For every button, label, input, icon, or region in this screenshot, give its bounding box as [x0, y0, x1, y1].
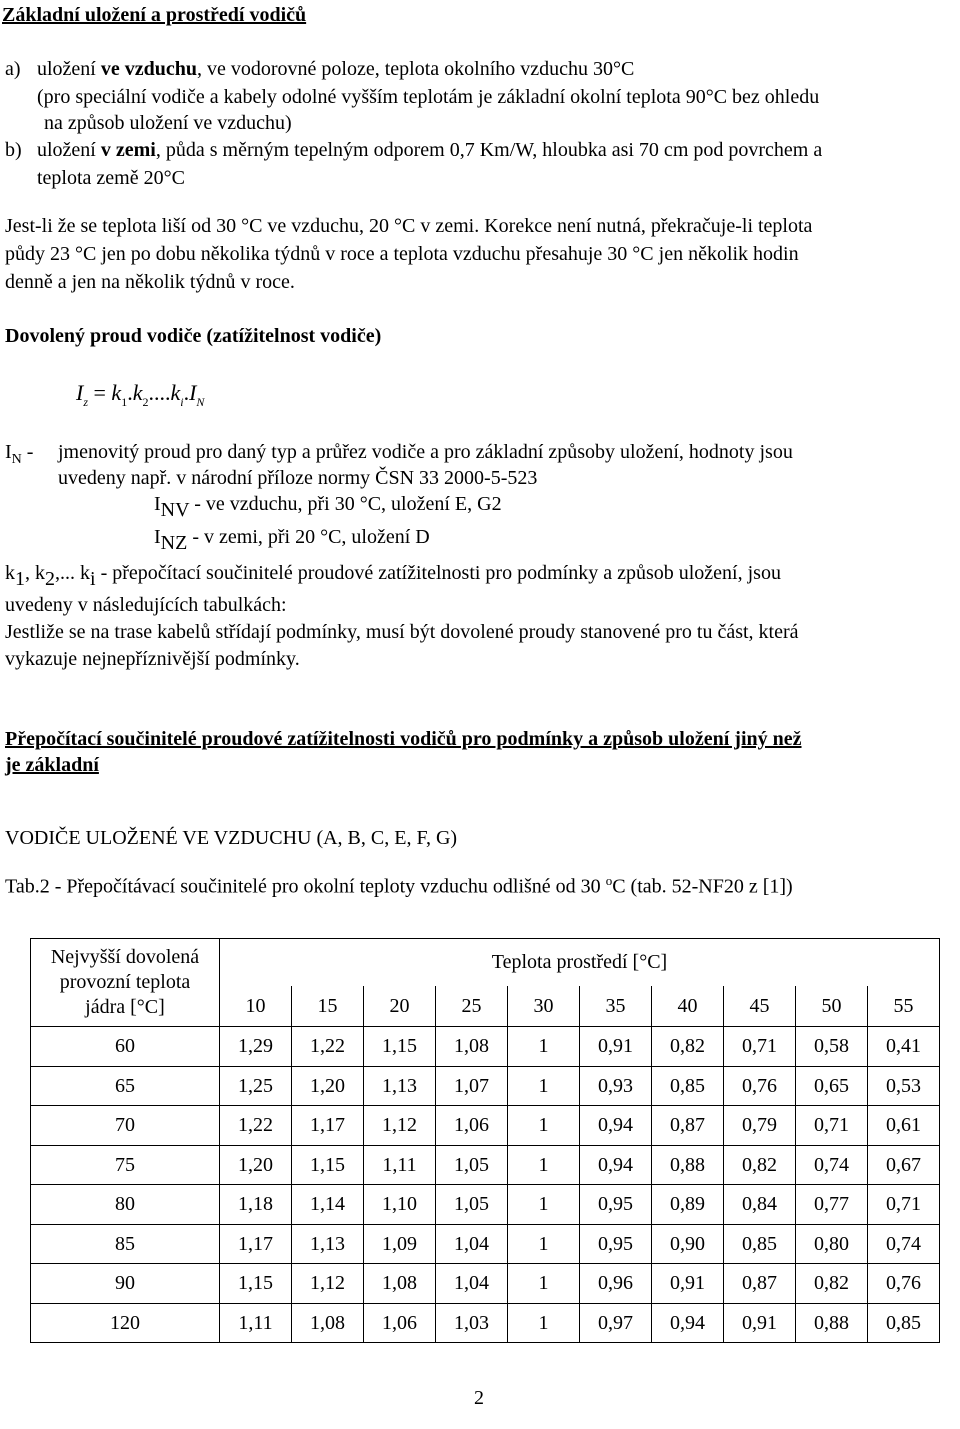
table-caption-pre: Tab.2 - Přepočítávací součinitelé pro okolní teploty vzduchu odlišné od 30	[5, 875, 606, 898]
core-temp-cell: 75	[31, 1145, 220, 1185]
coef-cell: 0,65	[796, 1066, 868, 1106]
coef-cell: 0,91	[580, 1027, 652, 1067]
inz-text: - v zemi, při 20 °C, uložení D	[187, 526, 430, 548]
coef-cell: 1,03	[436, 1303, 508, 1343]
left-header-line3: jádra [°C]	[85, 996, 165, 1018]
coef-cell: 0,79	[724, 1106, 796, 1146]
coef-heading-line2: je základní	[5, 754, 99, 776]
coef-cell: 1,29	[220, 1027, 292, 1067]
item-a-text	[37, 56, 634, 82]
in-label-sub: N	[11, 452, 22, 467]
coef-cell: 0,95	[580, 1185, 652, 1225]
coef-cell: 1,06	[436, 1106, 508, 1146]
page-heading: Základní uložení a prostředí vodičů	[2, 4, 307, 26]
coef-cell: 0,76	[868, 1264, 940, 1304]
temp-header-cell: 10	[220, 986, 292, 1027]
item-a-bold: ve vzduchu	[100, 58, 197, 80]
coef-cell: 1,15	[292, 1145, 364, 1185]
coef-cell: 0,87	[652, 1106, 724, 1146]
table-row	[31, 1066, 940, 1106]
core-temp-cell: 65	[31, 1066, 220, 1106]
coef-cell: 0,80	[796, 1224, 868, 1264]
page-number: 2	[474, 1387, 484, 1409]
coef-cell: 0,58	[796, 1027, 868, 1067]
coef-cell: 1,09	[364, 1224, 436, 1264]
temp-header-cell: 55	[868, 986, 940, 1027]
table-caption-sup: o	[605, 873, 613, 888]
table-row	[31, 1145, 940, 1185]
coef-cell: 0,91	[724, 1303, 796, 1343]
coef-cell: 1	[508, 1106, 580, 1146]
coef-cell: 0,94	[652, 1303, 724, 1343]
core-temp-cell: 80	[31, 1185, 220, 1225]
formula-in: I	[189, 380, 197, 405]
table-header-row	[31, 939, 940, 986]
inv-sub: NV	[160, 499, 190, 521]
coef-cell: 1,13	[292, 1224, 364, 1264]
coef-cell: 0,89	[652, 1185, 724, 1225]
coef-cell: 1,08	[292, 1303, 364, 1343]
formula-dots: ....	[148, 380, 171, 405]
coef-cell: 1,17	[292, 1106, 364, 1146]
coef-cell: 0,77	[796, 1185, 868, 1225]
note-line-1: Jest-li že se teplota liší od 30 °C ve vzduchu, 20 °C v zemi. Korekce není nutná, překračuje-li teplota	[5, 215, 813, 237]
in-label-dash: -	[21, 441, 34, 463]
k-def-line2: uvedeny v následujících tabulkách:	[5, 594, 287, 616]
coef-cell: 0,84	[724, 1185, 796, 1225]
k2-sub: 2	[45, 568, 55, 590]
temp-header-cell: 15	[292, 986, 364, 1027]
core-temp-cell: 85	[31, 1224, 220, 1264]
formula-equals: =	[93, 380, 106, 405]
left-header-line2: provozní teplota	[59, 971, 191, 993]
formula-k2-sub: 2	[142, 395, 149, 409]
cable-note-line2: vykazuje nejnepříznivější podmínky.	[5, 648, 300, 670]
core-temp-cell: 120	[31, 1303, 220, 1343]
coef-cell: 0,88	[652, 1145, 724, 1185]
coef-cell: 0,71	[796, 1106, 868, 1146]
k1-sub: 1	[15, 568, 25, 590]
item-a-note-line1: (pro speciální vodiče a kabely odolné vyšším teplotám je základní okolní teplota 90°C bez ohledu	[37, 86, 820, 108]
coef-heading-line1: Přepočítací součinitelé proudové zatížitelnosti vodičů pro podmínky a způsob uložení jiný než	[5, 728, 802, 750]
table-row	[31, 1303, 940, 1343]
coef-cell: 1,15	[364, 1027, 436, 1067]
inz-sub: NZ	[160, 532, 188, 554]
ki-label: ,... k	[55, 562, 90, 584]
coef-cell: 1,06	[364, 1303, 436, 1343]
formula-ki-sub: i	[180, 395, 184, 409]
formula-in-sub: N	[196, 395, 205, 409]
coef-cell: 1,10	[364, 1185, 436, 1225]
coef-cell: 1,20	[292, 1066, 364, 1106]
coef-cell: 0,96	[580, 1264, 652, 1304]
table-row	[31, 1027, 940, 1067]
core-temp-cell: 60	[31, 1027, 220, 1067]
core-temp-cell: 70	[31, 1106, 220, 1146]
inv-text: - ve vzduchu, při 30 °C, uložení E, G2	[189, 493, 502, 515]
coef-cell: 1	[508, 1185, 580, 1225]
coef-cell: 1,17	[220, 1224, 292, 1264]
cable-note-line1: Jestliže se na trase kabelů střídají podmínky, musí být dovolené proudy stanovené pro tu část, která	[5, 621, 799, 643]
current-heading: Dovolený proud vodiče (zatížitelnost vodiče)	[5, 325, 382, 347]
formula-k1-sub: 1	[121, 395, 128, 409]
formula-k2: k	[132, 380, 143, 405]
formula-iz: I	[76, 380, 84, 405]
coef-cell: 1,12	[292, 1264, 364, 1304]
coef-cell: 1,25	[220, 1066, 292, 1106]
coef-cell: 0,41	[868, 1027, 940, 1067]
coef-cell: 0,74	[868, 1224, 940, 1264]
coef-cell: 1,14	[292, 1185, 364, 1225]
coef-cell: 0,93	[580, 1066, 652, 1106]
inv-label: I	[154, 493, 161, 515]
coef-cell: 0,97	[580, 1303, 652, 1343]
item-b-marker: b)	[5, 139, 22, 161]
k-def-text: - přepočítací součinitelé proudové zatížitelnosti pro podmínky a způsob uložení, jsou	[95, 562, 781, 584]
core-temp-cell: 90	[31, 1264, 220, 1304]
k-def	[5, 560, 781, 590]
coef-cell: 1,13	[364, 1066, 436, 1106]
coef-cell: 1	[508, 1027, 580, 1067]
inz-def	[154, 524, 430, 554]
coef-cell: 0,61	[868, 1106, 940, 1146]
coef-cell: 0,94	[580, 1106, 652, 1146]
coef-cell: 1	[508, 1066, 580, 1106]
section-title: VODIČE ULOŽENÉ VE VZDUCHU (A, B, C, E, F, G)	[5, 827, 458, 849]
table-caption-post: C (tab. 52-NF20 z [1])	[612, 875, 793, 898]
coef-cell: 1	[508, 1224, 580, 1264]
coef-cell: 1,11	[364, 1145, 436, 1185]
formula-ki: k	[170, 380, 181, 405]
coef-cell: 0,74	[796, 1145, 868, 1185]
formula-k1: k	[111, 380, 122, 405]
coef-cell: 0,76	[724, 1066, 796, 1106]
inv-def	[154, 491, 502, 521]
note-line-2: půdy 23 °C jen po dobu několika týdnů v roce a teplota vzduchu přesahuje 30 °C jen několik hodin	[5, 243, 799, 265]
temp-header-cell: 25	[436, 986, 508, 1027]
coef-cell: 0,95	[580, 1224, 652, 1264]
coef-cell: 0,90	[652, 1224, 724, 1264]
coef-cell: 0,88	[796, 1303, 868, 1343]
in-def-line1: jmenovitý proud pro daný typ a průřez vodiče a pro základní způsoby uložení, hodnoty jsou	[58, 441, 793, 463]
coef-cell: 0,53	[868, 1066, 940, 1106]
coef-cell: 0,71	[724, 1027, 796, 1067]
temp-header-cell: 50	[796, 986, 868, 1027]
item-b-post: , půda s měrným tepelným odporem 0,7 Km/W, hloubka asi 70 cm pod povrchem a	[155, 139, 823, 161]
k2-label: , k	[25, 562, 45, 584]
coef-cell: 1,15	[220, 1264, 292, 1304]
coef-cell: 1,08	[436, 1027, 508, 1067]
item-a-pre: uložení	[37, 58, 101, 80]
item-b-text	[37, 137, 822, 163]
coef-cell: 1,05	[436, 1145, 508, 1185]
formula: $I_z = k_1.k_2....k_i.I_N$	[76, 380, 205, 409]
item-a-note-line2: na způsob uložení ve vzduchu)	[44, 112, 292, 134]
coef-cell: 0,85	[868, 1303, 940, 1343]
coef-cell: 1	[508, 1303, 580, 1343]
table-row	[31, 1185, 940, 1225]
item-a-post: , ve vodorovné poloze, teplota okolního vzduchu 30°C	[197, 58, 635, 80]
coef-cell: 1,08	[364, 1264, 436, 1304]
coef-cell: 0,82	[724, 1145, 796, 1185]
coef-cell: 0,85	[652, 1066, 724, 1106]
coef-cell: 0,82	[652, 1027, 724, 1067]
temp-header-cell: 35	[580, 986, 652, 1027]
item-b-line2: teplota země 20°C	[37, 167, 185, 189]
coef-cell: 1	[508, 1264, 580, 1304]
k1-label: k	[5, 562, 15, 584]
coef-cell: 1,22	[220, 1106, 292, 1146]
table-caption	[5, 873, 793, 900]
in-label	[5, 439, 33, 465]
item-a-marker: a)	[5, 58, 21, 80]
formula-iz-sub: z	[83, 395, 88, 409]
temp-header-cell: 45	[724, 986, 796, 1027]
coef-cell: 0,94	[580, 1145, 652, 1185]
temp-header-cell: 30	[508, 986, 580, 1027]
coef-cell: 0,67	[868, 1145, 940, 1185]
top-header-cell: Teplota prostředí [°C]	[220, 939, 940, 986]
coef-cell: 1,07	[436, 1066, 508, 1106]
in-def-line2: uvedeny např. v národní příloze normy ČSN 33 2000-5-523	[58, 467, 538, 489]
temp-header-cell: 40	[652, 986, 724, 1027]
coefficient-table	[30, 938, 940, 1343]
temp-header-cell: 20	[364, 986, 436, 1027]
coef-cell: 1,11	[220, 1303, 292, 1343]
coef-cell: 1,18	[220, 1185, 292, 1225]
coef-cell: 0,87	[724, 1264, 796, 1304]
left-header-line1: Nejvyšší dovolená	[50, 946, 200, 968]
table-row	[31, 1106, 940, 1146]
item-b-bold: v zemi	[100, 139, 156, 161]
coef-cell: 1,12	[364, 1106, 436, 1146]
coef-cell: 0,71	[868, 1185, 940, 1225]
inz-label: I	[154, 526, 161, 548]
ki-sub: i	[90, 568, 96, 590]
coef-cell: 1	[508, 1145, 580, 1185]
table-row	[31, 1224, 940, 1264]
in-label-i: I	[5, 441, 12, 463]
coef-cell: 1,04	[436, 1264, 508, 1304]
coef-cell: 1,22	[292, 1027, 364, 1067]
item-b-pre: uložení	[37, 139, 101, 161]
coef-cell: 1,20	[220, 1145, 292, 1185]
table-row	[31, 1264, 940, 1304]
left-header-cell	[31, 939, 220, 1027]
note-line-3: denně a jen na několik týdnů v roce.	[5, 271, 295, 293]
coef-cell: 1,05	[436, 1185, 508, 1225]
coef-cell: 0,82	[796, 1264, 868, 1304]
coef-cell: 0,85	[724, 1224, 796, 1264]
coef-cell: 0,91	[652, 1264, 724, 1304]
coef-cell: 1,04	[436, 1224, 508, 1264]
